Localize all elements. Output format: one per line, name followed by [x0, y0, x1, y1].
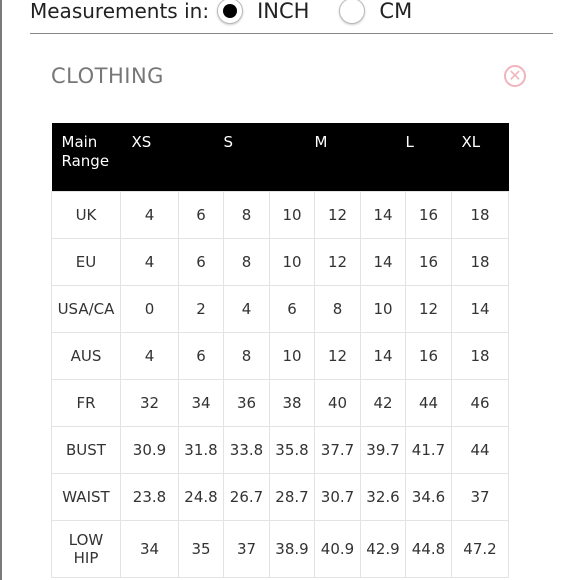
- table-cell: 31.8: [179, 427, 224, 474]
- header-size-xs: XS: [121, 123, 179, 192]
- table-cell: 44: [406, 380, 452, 427]
- header-size-m: M: [315, 123, 361, 192]
- table-cell: 32.6: [361, 474, 406, 521]
- table-cell: 14: [361, 192, 406, 239]
- table-row: [52, 427, 509, 474]
- table-cell: 44: [452, 427, 509, 474]
- cm-label[interactable]: CM: [379, 0, 413, 23]
- table-cell: 44.8: [406, 521, 452, 578]
- table-cell: 42.9: [361, 521, 406, 578]
- close-circle-icon: ✕: [508, 66, 522, 85]
- table-cell: 16: [406, 333, 452, 380]
- row-label: FR: [52, 380, 121, 427]
- table-cell: 16: [406, 192, 452, 239]
- table-cell: 40.9: [315, 521, 361, 578]
- table-cell: 18: [452, 333, 509, 380]
- table-row: [52, 333, 509, 380]
- table-cell: 47.2: [452, 521, 509, 578]
- close-button[interactable]: [504, 65, 526, 87]
- table-cell: 12: [315, 192, 361, 239]
- table-cell: 28.7: [270, 474, 315, 521]
- header-row: [52, 123, 509, 192]
- size-chart-table: [51, 123, 509, 578]
- row-label: UK: [52, 192, 121, 239]
- table-cell: 34: [179, 380, 224, 427]
- table-cell: 35: [179, 521, 224, 578]
- table-cell: 41.7: [406, 427, 452, 474]
- table-row: [52, 286, 509, 333]
- table-cell: 36: [224, 380, 270, 427]
- table-cell: 4: [224, 286, 270, 333]
- row-label: LOW HIP: [52, 521, 121, 578]
- table-cell: 6: [270, 286, 315, 333]
- table-cell: 38.9: [270, 521, 315, 578]
- table-cell: 8: [224, 239, 270, 286]
- table-cell: 34: [121, 521, 179, 578]
- table-cell: 4: [121, 239, 179, 286]
- table-cell: 10: [270, 333, 315, 380]
- table-cell: 32: [121, 380, 179, 427]
- table-cell: 6: [179, 333, 224, 380]
- table-cell: 26.7: [224, 474, 270, 521]
- table-cell: 4: [121, 333, 179, 380]
- table-cell: 37: [224, 521, 270, 578]
- table-cell: 2: [179, 286, 224, 333]
- header-main-range: Main Range: [52, 123, 121, 192]
- header-size-l: L: [406, 123, 452, 192]
- table-row: [52, 192, 509, 239]
- table-cell: 10: [270, 192, 315, 239]
- table-cell: 14: [361, 239, 406, 286]
- table-cell: 10: [361, 286, 406, 333]
- table-cell: 37: [452, 474, 509, 521]
- row-label: BUST: [52, 427, 121, 474]
- table-cell: 8: [224, 333, 270, 380]
- table-cell: 30.7: [315, 474, 361, 521]
- table-cell: 37.7: [315, 427, 361, 474]
- table-cell: 34.6: [406, 474, 452, 521]
- header-divider: [30, 33, 553, 34]
- table-row: [52, 521, 509, 578]
- row-label: USA/CA: [52, 286, 121, 333]
- table-cell: 12: [315, 239, 361, 286]
- table-cell: 16: [406, 239, 452, 286]
- table-cell: 12: [406, 286, 452, 333]
- table-cell: 23.8: [121, 474, 179, 521]
- table-cell: 8: [315, 286, 361, 333]
- row-label: WAIST: [52, 474, 121, 521]
- table-cell: 38: [270, 380, 315, 427]
- table-row: [52, 474, 509, 521]
- table-cell: 46: [452, 380, 509, 427]
- table-cell: 8: [224, 192, 270, 239]
- table-cell: 18: [452, 239, 509, 286]
- table-cell: 24.8: [179, 474, 224, 521]
- cm-radio[interactable]: [339, 0, 365, 24]
- table-cell: 40: [315, 380, 361, 427]
- row-label: AUS: [52, 333, 121, 380]
- table-cell: 42: [361, 380, 406, 427]
- table-cell: 6: [179, 239, 224, 286]
- left-border: [0, 0, 2, 580]
- table-cell: 10: [270, 239, 315, 286]
- table-row: [52, 239, 509, 286]
- inch-label[interactable]: INCH: [257, 0, 310, 23]
- measurements-label: Measurements in:: [30, 0, 210, 23]
- table-row: [52, 380, 509, 427]
- table-cell: 4: [121, 192, 179, 239]
- inch-radio[interactable]: [217, 0, 243, 24]
- section-title: CLOTHING: [51, 64, 164, 88]
- table-cell: 33.8: [224, 427, 270, 474]
- table-cell: 18: [452, 192, 509, 239]
- table-cell: 12: [315, 333, 361, 380]
- table-cell: 30.9: [121, 427, 179, 474]
- table-cell: 0: [121, 286, 179, 333]
- header-size-s: S: [224, 123, 270, 192]
- table-cell: 14: [361, 333, 406, 380]
- table-cell: 14: [452, 286, 509, 333]
- row-label: EU: [52, 239, 121, 286]
- table-cell: 39.7: [361, 427, 406, 474]
- measurement-units-selector: [30, 0, 442, 28]
- header-size-xl: XL: [452, 123, 509, 192]
- table-cell: 6: [179, 192, 224, 239]
- table-cell: 35.8: [270, 427, 315, 474]
